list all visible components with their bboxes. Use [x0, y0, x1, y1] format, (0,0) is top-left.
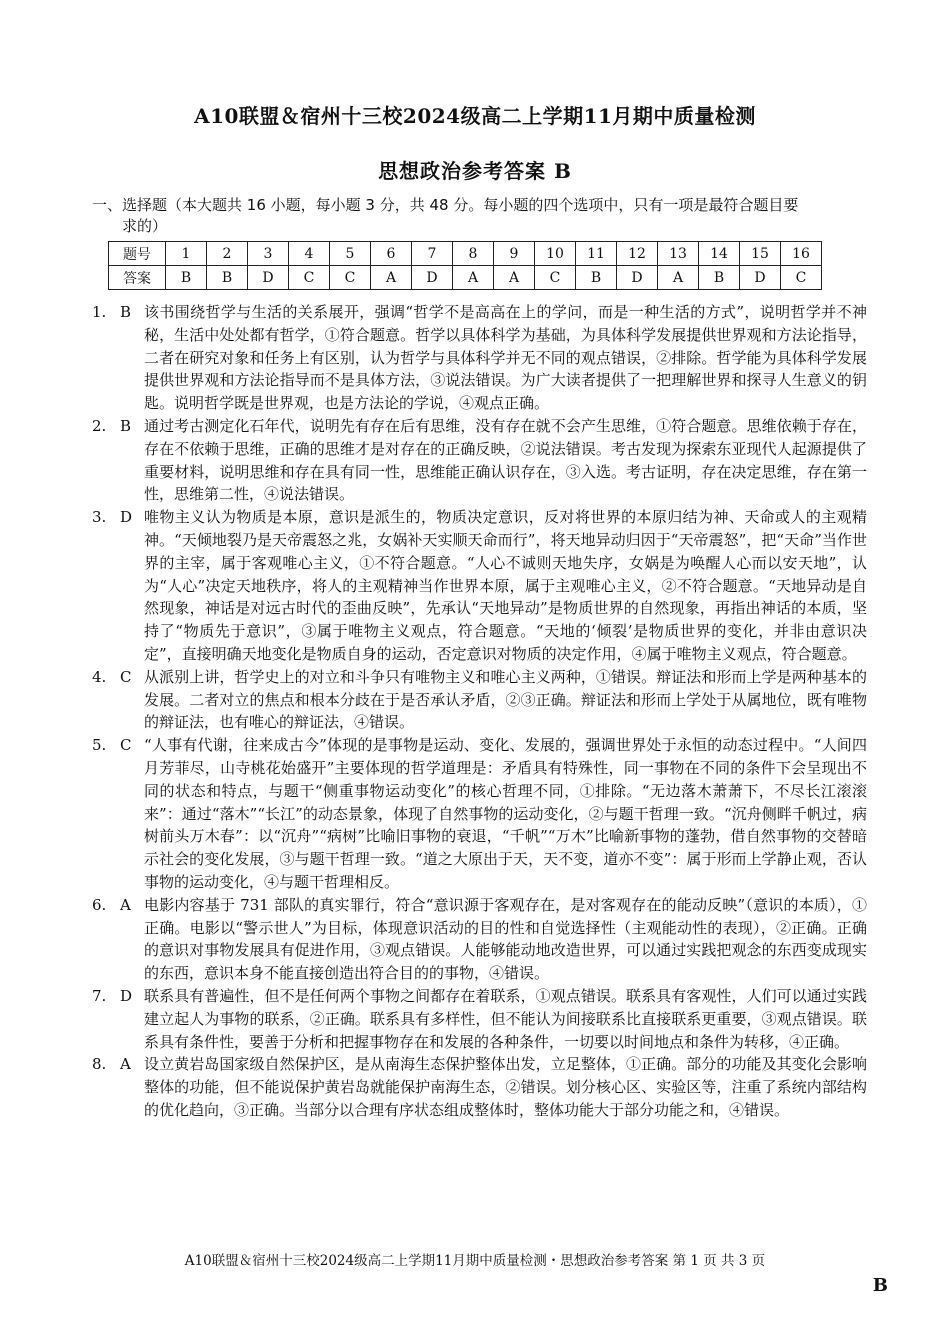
explanation-number: 6. — [92, 895, 107, 914]
explanation-answer: C — [120, 736, 132, 755]
question-number: 7 — [412, 242, 453, 266]
question-number: 15 — [740, 242, 781, 266]
answer-letter: D — [740, 266, 781, 290]
question-number: 10 — [535, 242, 576, 266]
question-number: 5 — [330, 242, 371, 266]
explanation-answer: C — [120, 667, 132, 686]
question-number: 2 — [207, 242, 248, 266]
version-mark: B — [872, 1275, 888, 1296]
section-heading-line2: 求的） — [122, 217, 168, 235]
explanation-item — [92, 301, 867, 415]
answer-letter: A — [371, 266, 412, 290]
explanation-text: 该书围绕哲学与生活的关系展开，强调“哲学不是高高在上的学问，而是一种生活的方式”，说明哲学并不神秘，生活中处处都有哲学，①符合题意。哲学以具体科学为基础，为具体科学发展提供世界观和方法论指导，二者在研究对象和任务上有区别，认为哲学与具体科学并无不同的观点错误，②排除。哲学能为具体科学发展提供世界观和方法论指导而不是具体方法，③说法错误。为广大读者提供了一把理解世界和探寻人生意义的钥匙。说明哲学既是世界观，也是方法论的学说，④观点正确。 — [144, 303, 867, 413]
explanation-answer: A — [120, 895, 131, 914]
explanation-answer: D — [120, 986, 133, 1005]
explanation-text: 设立黄岩岛国家级自然保护区，是从南海生态保护整体出发，立足整体，①正确。部分的功能及其变化会影响整体的功能，但不能说保护黄岩岛就能保护南海生态，②错误。划分核心区、实验区等，注重了系统内部结构的优化趋向，③正确。当部分以合理有序状态组成整体时，整体功能大于部分功能之和，④错误。 — [144, 1055, 867, 1119]
explanation-text: 唯物主义认为物质是本原，意识是派生的，物质决定意识，反对将世界的本原归结为神、天命或人的主观精神。“天倾地裂乃是天帝震怒之兆，女娲补天实顺天命而行”，将天地异动归因于“天帝震怒”，把“天命”当作世界的主宰，属于客观唯心主义，①不符合题意。“人心不诚则天地失序，女娲是为唤醒人心而以安天地”，认为“人心”决定天地秩序，将人的主观精神当作世界本原，属于主观唯心主义，②不符合题意。“天地异动是自然现象，神话是对远古时代的歪曲反映”，先承认“天地异动”是物质世界的自然现象，再指出神话的本质，坚持了“物质先于意识”，③属于唯物主义观点，符合题意。“天地的‘倾裂’是物质世界的变化，并非由意识决定”，直接明确天地变化是物质自身的运动，否定意识对物质的决定作用，④属于唯物主义观点，符合题意。 — [144, 508, 867, 663]
page-subtitle: 思想政治参考答案 B — [378, 159, 572, 183]
explanation-answer: B — [120, 303, 132, 321]
answer-letter: B — [207, 266, 248, 290]
explanation-item — [92, 666, 867, 734]
answer-table-number-label: 题号 — [109, 242, 166, 266]
explanation-answer: A — [120, 1055, 131, 1074]
answer-table-answer-row — [109, 266, 822, 290]
explanation-number: 5. — [92, 736, 107, 755]
answer-letter: C — [535, 266, 576, 290]
answer-letter: C — [781, 266, 822, 290]
question-number: 3 — [248, 242, 289, 266]
page-title: A10联盟＆宿州十三校2024级高二上学期11月期中质量检测 — [194, 104, 756, 128]
explanation-text: 通过考古测定化石年代，说明先有存在后有思维，没有存在就不会产生思维，①符合题意。思维依赖于存在，存在不依赖于思维，正确的思维才是对存在的正确反映，②说法错误。考古发现为探索东亚现代人起源提供了重要材料，说明思维和存在具有同一性，思维能正确认识存在，③入选。考古证明，存在决定思维，存在第一性，思维第二性，④说法错误。 — [144, 416, 867, 504]
question-number: 1 — [166, 242, 207, 266]
explanation-item — [92, 506, 867, 666]
answer-letter: C — [330, 266, 371, 290]
explanation-item — [92, 985, 867, 1053]
explanation-text: 从派别上讲，哲学史上的对立和斗争只有唯物主义和唯心主义两种，①错误。辩证法和形而上学是两种基本的发展。二者对立的焦点和根本分歧在于是否承认矛盾，②③正确。辩证法和形而上学处于从属地位，既有唯物的辩证法，也有唯心的辩证法，④错误。 — [144, 667, 867, 732]
answer-letter: C — [289, 266, 330, 290]
answer-letter: D — [248, 266, 289, 290]
explanation-item — [92, 894, 867, 985]
explanation-number: 3. — [92, 508, 107, 527]
explanation-number: 1. — [92, 303, 107, 321]
answer-letter: B — [699, 266, 740, 290]
answer-letter: B — [576, 266, 617, 290]
question-number: 13 — [658, 242, 699, 266]
explanation-number: 7. — [92, 986, 107, 1005]
question-number: 14 — [699, 242, 740, 266]
explanation-text: 电影内容基于 731 部队的真实罪行，符合“意识源于客观存在，是对客观存在的能动反映”（意识的本质），①正确。电影以“警示世人”为目标，体现意识活动的目的性和自觉选择性（主观能动性的表现），②正确。正确的意识对事物发展具有促进作用，③观点错误。人能够能动地改造世界，可以通过实践把观念的东西变成现实的东西，意识本身不能直接创造出符合目的的事物，④错误。 — [144, 895, 867, 983]
answer-table-number-row — [109, 242, 822, 266]
question-number: 4 — [289, 242, 330, 266]
answer-letter: A — [453, 266, 494, 290]
explanation-number: 2. — [92, 416, 107, 435]
question-number: 11 — [576, 242, 617, 266]
explanation-answer: B — [120, 416, 132, 435]
explanations-list — [92, 301, 867, 1122]
explanation-item — [92, 734, 867, 894]
explanation-text: “人事有代谢，往来成古今”体现的是事物是运动、变化、发展的，强调世界处于永恒的动态过程中。“人间四月芳菲尽，山寺桃花始盛开”主要体现的哲学道理是：矛盾具有特殊性，同一事物在不同的条件下会呈现出不同的状态和特点，与题干“侧重事物运动变化”的核心哲理不同，①排除。“无边落木萧萧下，不尽长江滚滚来”：通过“落木”“长江”的动态景象，体现了自然事物的运动变化，②与题干哲理一致。“沉舟侧畔千帆过，病树前头万木春”：以“沉舟”“病树”比喻旧事物的衰退，“千帆”“万木”比喻新事物的蓬勃，借自然事物的交替暗示社会的变化发展，③与题干哲理一致。“道之大原出于天，天不变，道亦不变”：属于形而上学静止观，否认事物的运动变化，④与题干哲理相反。 — [144, 736, 867, 891]
answer-letter: D — [412, 266, 453, 290]
answer-letter: B — [166, 266, 207, 290]
answer-letter: D — [617, 266, 658, 290]
explanation-number: 4. — [92, 667, 107, 686]
question-number: 16 — [781, 242, 822, 266]
explanation-text: 联系具有普遍性，但不是任何两个事物之间都存在着联系，①观点错误。联系具有客观性，人们可以通过实践建立起人为事物的联系，②正确。联系具有多样性，但不能认为间接联系比直接联系更重要，③观点错误。联系具有条件性，要善于分析和把握事物存在和发展的各种条件，一切要以时间地点和条件为转移，④正确。 — [144, 986, 867, 1051]
answer-table-answer-label: 答案 — [109, 266, 166, 290]
answer-letter: A — [658, 266, 699, 290]
page-footer: A10联盟＆宿州十三校2024级高二上学期11月期中质量检测・思想政治参考答案 第 1 页 共 3 页 — [184, 1253, 766, 1269]
section-heading — [92, 195, 867, 237]
question-number: 9 — [494, 242, 535, 266]
question-number: 12 — [617, 242, 658, 266]
explanation-number: 8. — [92, 1055, 107, 1074]
answer-letter: A — [494, 266, 535, 290]
explanation-item — [92, 415, 867, 506]
section-heading-line1: 一、选择题（本大题共 16 小题，每小题 3 分，共 48 分。每小题的四个选项中，只有一项是最符合题目要 — [92, 196, 799, 214]
answer-table — [108, 241, 822, 290]
question-number: 6 — [371, 242, 412, 266]
explanation-answer: D — [120, 508, 133, 527]
question-number: 8 — [453, 242, 494, 266]
explanation-item — [92, 1053, 867, 1121]
